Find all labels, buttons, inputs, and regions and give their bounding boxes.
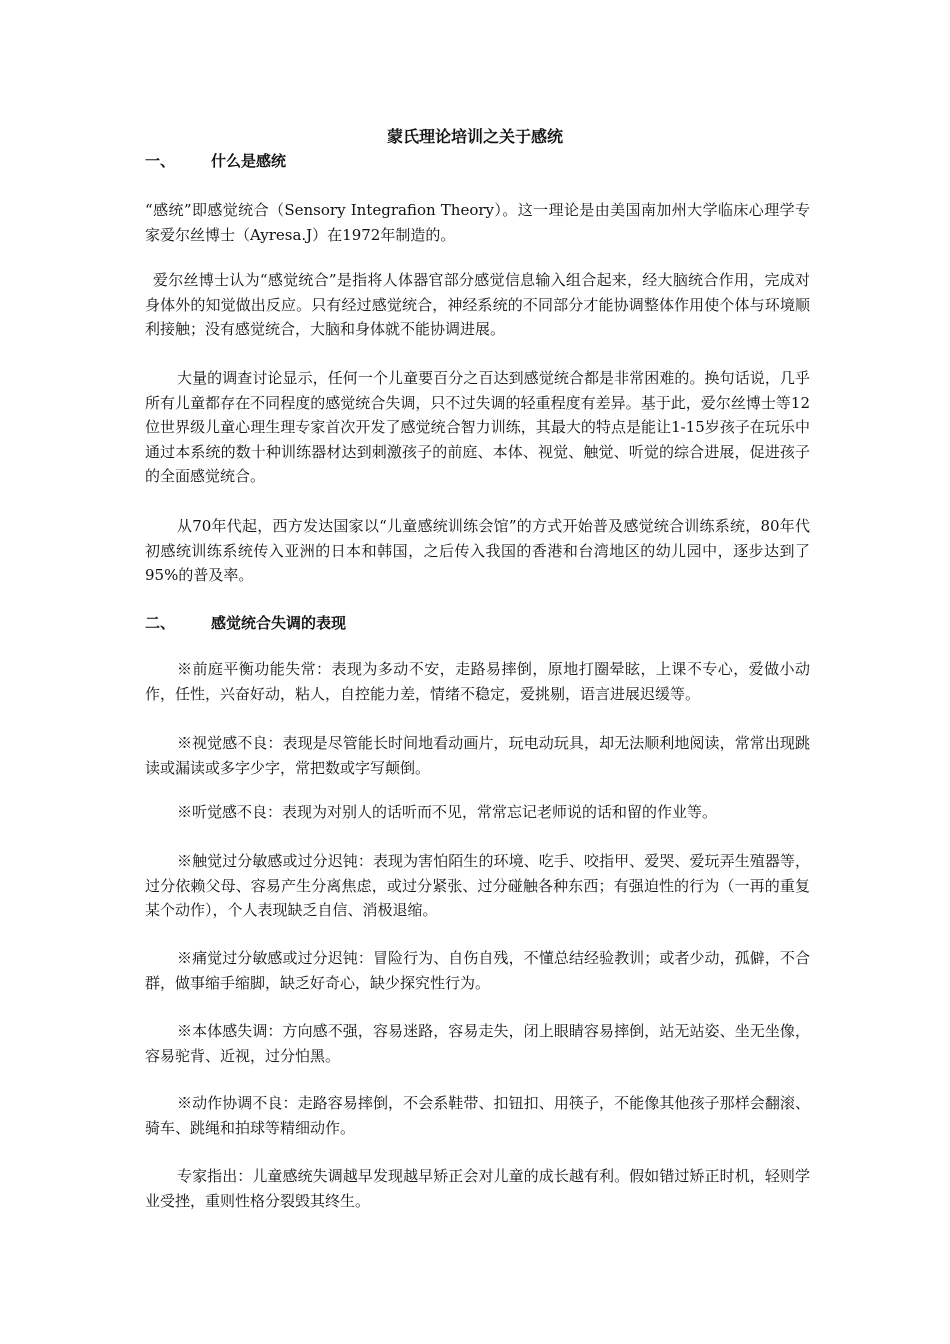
document-title: 蒙氏理论培训之关于感统 (386, 127, 563, 146)
section-title: 感觉统合失调的表现 (211, 614, 347, 632)
paragraph: 爱尔丝博士认为“感觉统合”是指将人体器官部分感觉信息输入组合起来，经大脑统合作用，完成对身体外的知觉做出反应。只有经过感觉统合，神经系统的不同部分才能协调整体作用使个体与环境顺利接触；没有感觉统合，大脑和身体就不能协调进展。 (145, 271, 810, 338)
paragraph: ※听觉感不良：表现为对别人的话听而不见，常常忘记老师说的话和留的作业等。 (177, 803, 718, 821)
section-number: 一、 (145, 152, 176, 170)
section-heading-1 (145, 149, 286, 173)
paragraph: ※触觉过分敏感或过分迟钝：表现为害怕陌生的环境、吃手、咬指甲、爱哭、爱玩弄生殖器等，过分依赖父母、容易产生分离焦虑，或过分紧张、过分碰触各种东西；有强迫性的行为（一再的重复某个动作），个人表现缺乏自信、消极退缩。 (145, 852, 810, 919)
section-heading-2 (145, 611, 346, 635)
paragraph: ※前庭平衡功能失常：表现为多动不安，走路易摔倒，原地打圈晕眩，上课不专心，爱做小动作，任性，兴奋好动，粘人，自控能力差，情绪不稳定，爱挑剔，语言进展迟缓等。 (145, 660, 810, 703)
paragraph: 大量的调查讨论显示，任何一个儿童要百分之百达到感觉统合都是非常困难的。换句话说，几乎所有儿童都存在不同程度的感觉统合失调，只不过失调的轻重程度有差异。基于此，爱尔丝博士等12位世界级儿童心理生理专家首次开发了感觉统合智力训练，其最大的特点是能让1-15岁孩子在玩乐中通过本系统的数十种训练器材达到刺激孩子的前庭、本体、视觉、触觉、听觉的综合进展，促进孩子的全面感觉统合。 (145, 369, 810, 485)
section-number: 二、 (145, 614, 176, 632)
paragraph: 从70年代起，西方发达国家以“儿童感统训练会馆”的方式开始普及感觉统合训练系统，80年代初感统训练系统传入亚洲的日本和韩国，之后传入我国的香港和台湾地区的幼儿园中，逐步达到了95%的普及率。 (145, 517, 810, 584)
paragraph: “感统”即感觉统合（Sensory Integrafion Theory）。这一理论是由美国南加州大学临床心理学专家爱尔丝博士（Ayresa.J）在1972年制造的。 (145, 201, 810, 244)
paragraph: ※本体感失调：方向感不强，容易迷路，容易走失，闭上眼睛容易摔倒，站无站姿、坐无坐像，容易驼背、近视，过分怕黑。 (145, 1022, 810, 1065)
paragraph: ※动作协调不良：走路容易摔倒，不会系鞋带、扣钮扣、用筷子，不能像其他孩子那样会翻滚、骑车、跳绳和拍球等精细动作。 (145, 1094, 810, 1137)
paragraph: ※视觉感不良：表现是尽管能长时间地看动画片，玩电动玩具，却无法顺利地阅读，常常出现跳读或漏读或多字少字，常把数或字写颠倒。 (145, 734, 810, 777)
paragraph: ※痛觉过分敏感或过分迟钝：冒险行为、自伤自残，不懂总结经验教训；或者少动，孤僻，不合群，做事缩手缩脚，缺乏好奇心，缺少探究性行为。 (145, 949, 810, 992)
paragraph: 专家指出：儿童感统失调越早发现越早矫正会对儿童的成长越有利。假如错过矫正时机，轻则学业受挫，重则性格分裂毁其终生。 (145, 1167, 810, 1210)
section-title: 什么是感统 (211, 152, 287, 170)
